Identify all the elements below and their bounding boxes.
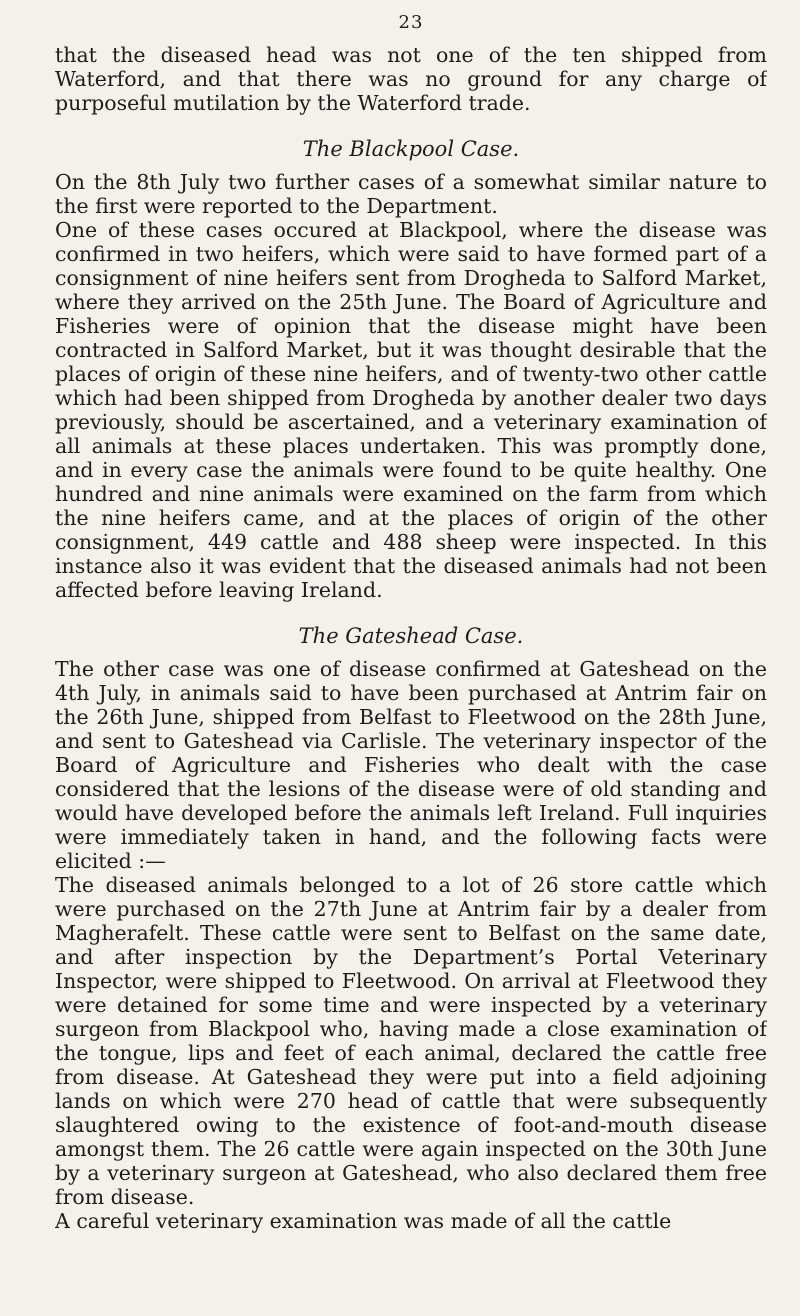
gateshead-paragraph-3: A careful veterinary examination was made of all the cattle <box>55 1209 672 1233</box>
page-number: 23 <box>398 12 424 33</box>
intro-paragraph: that the diseased head was not one of the ten shipped from Waterford, and that there was no ground for any charge of purposeful mutilation by the Waterford trade. <box>55 43 767 115</box>
gateshead-paragraph-2: The diseased animals belonged to a lot of 26 store cattle which were purchased on the 27th June at Antrim fair by a dealer from Magherafelt. These cattle were sent to Belfast on the same date, and after inspection by the Department’s Portal Veterinary Inspector, were shipped to Fleetwood. On arrival at Fleetwood they were detained for some time and were inspected by a veterinary surgeon from Blackpool who, having made a close examination of the tongue, lips and feet of each animal, declared the cattle free from disease. At Gateshead they were put into a field adjoining lands on which were 270 head of cattle that were subsequently slaughtered owing to the existence of foot-and-mouth disease amongst them. The 26 cattle were again inspected on the 30th June by a veterinary surgeon at Gateshead, who also declared them free from disease. <box>55 873 767 1209</box>
section-heading-blackpool: The Blackpool Case. <box>302 137 520 161</box>
blackpool-paragraph-2: One of these cases occured at Blackpool, where the disease was confirmed in two heifers, which were said to have formed part of a consignment of nine heifers sent from Drogheda to Salford Market, where they arrived on the 25th June. The Board of Agriculture and Fisheries were of opinion that the disease might have been contracted in Salford Market, but it was thought desirable that the places of origin of these nine heifers, and of twenty-two other cattle which had been shipped from Drogheda by another dealer two days previously, should be ascertained, and a veterinary examination of all animals at these places undertaken. This was promptly done, and in every case the animals were found to be quite healthy. One hundred and nine animals were examined on the farm from which the nine heifers came, and at the places of origin of the other consignment, 449 cattle and 488 sheep were inspected. In this instance also it was evident that the diseased animals had not been affected before leaving Ireland. <box>55 218 767 602</box>
blackpool-paragraph-1: On the 8th July two further cases of a somewhat similar nature to the first were reported to the Department. <box>55 170 767 218</box>
document-page <box>55 12 767 1302</box>
gateshead-paragraph-1: The other case was one of disease confirmed at Gateshead on the 4th July, in animals said to have been purchased at Antrim fair on the 26th June, shipped from Belfast to Fleetwood on the 28th June, and sent to Gateshead via Carlisle. The veterinary inspector of the Board of Agriculture and Fisheries who dealt with the case considered that the lesions of the disease were of old standing and would have developed before the animals left Ireland. Full inquiries were immediately taken in hand, and the following facts were elicited :— <box>55 657 767 873</box>
section-heading-gateshead: The Gateshead Case. <box>298 624 524 648</box>
